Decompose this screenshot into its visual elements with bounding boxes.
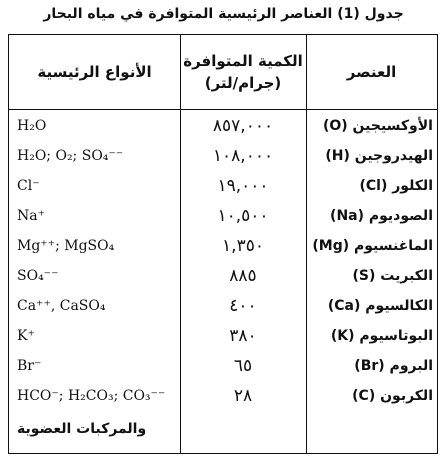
table-row: [9, 231, 437, 261]
quantity-cell: ٤٠٠: [229, 296, 257, 316]
quantity-cell: ٢٨: [233, 386, 253, 406]
species-cell: H₂O; O₂; SO₄⁻⁻: [17, 148, 124, 164]
element-cell: الكالسيوم (Ca): [327, 298, 433, 314]
quantity-cell: ١٠,٥٠٠: [217, 206, 269, 226]
table-row: [9, 261, 437, 291]
header-quantity: [180, 35, 306, 109]
table-body: [9, 111, 437, 411]
quantity-cell: ١٠٨,٠٠٠: [212, 146, 274, 166]
header-element: العنصر: [346, 63, 397, 81]
element-cell: الكبريت (S): [352, 268, 433, 284]
species-cell: Na⁺: [17, 208, 45, 224]
header-quantity-unit: (جرام/لتر): [204, 74, 282, 92]
table-row: [9, 141, 437, 171]
species-cell: SO₄⁻⁻: [17, 268, 59, 284]
element-cell: البروم (Br): [354, 358, 433, 374]
table-row: [9, 381, 437, 411]
quantity-cell: ١٩,٠٠٠: [217, 176, 269, 196]
table-row: [9, 111, 437, 141]
species-cell: Mg⁺⁺; MgSO₄: [17, 238, 115, 254]
table-row: [9, 291, 437, 321]
quantity-cell: ٣٨٠: [229, 326, 257, 346]
organic-compounds-note: والمركبات العضوية: [17, 421, 147, 437]
species-cell: Ca⁺⁺, CaSO₄: [17, 298, 106, 314]
element-cell: الماغنسيوم (Mg): [312, 238, 433, 254]
quantity-cell: ٨٨٥: [229, 266, 257, 286]
quantity-cell: ١,٣٥٠: [222, 236, 264, 256]
table-row: [9, 321, 437, 351]
header-quantity-title: الكمية المتوافرة: [183, 52, 303, 70]
element-cell: الأوكسيجين (O): [322, 118, 433, 134]
table-row: [9, 201, 437, 231]
header-main-species: الأنواع الرئيسية: [37, 63, 152, 81]
table-row: [9, 171, 437, 201]
element-cell: الكلور (Cl): [359, 178, 433, 194]
quantity-cell: ٦٥: [233, 356, 253, 376]
species-cell: H₂O: [17, 118, 47, 134]
table-caption: جدول (1) العناصر الرئيسية المتوافرة في مياه البحار: [43, 6, 404, 22]
species-cell: HCO⁻; H₂CO₃; CO₃⁻⁻: [17, 388, 166, 404]
elements-table: [8, 34, 438, 454]
species-cell: K⁺: [17, 328, 35, 344]
species-cell: Br⁻: [17, 358, 42, 374]
quantity-cell: ٨٥٧,٠٠٠: [212, 116, 274, 136]
element-cell: البوتاسيوم (K): [330, 328, 433, 344]
element-cell: الصوديوم (Na): [330, 208, 433, 224]
species-cell: Cl⁻: [17, 178, 40, 194]
element-cell: الكربون (C): [352, 388, 433, 404]
table-row: [9, 351, 437, 381]
element-cell: الهيدروجين (H): [325, 148, 433, 164]
header-divider: [9, 109, 437, 110]
